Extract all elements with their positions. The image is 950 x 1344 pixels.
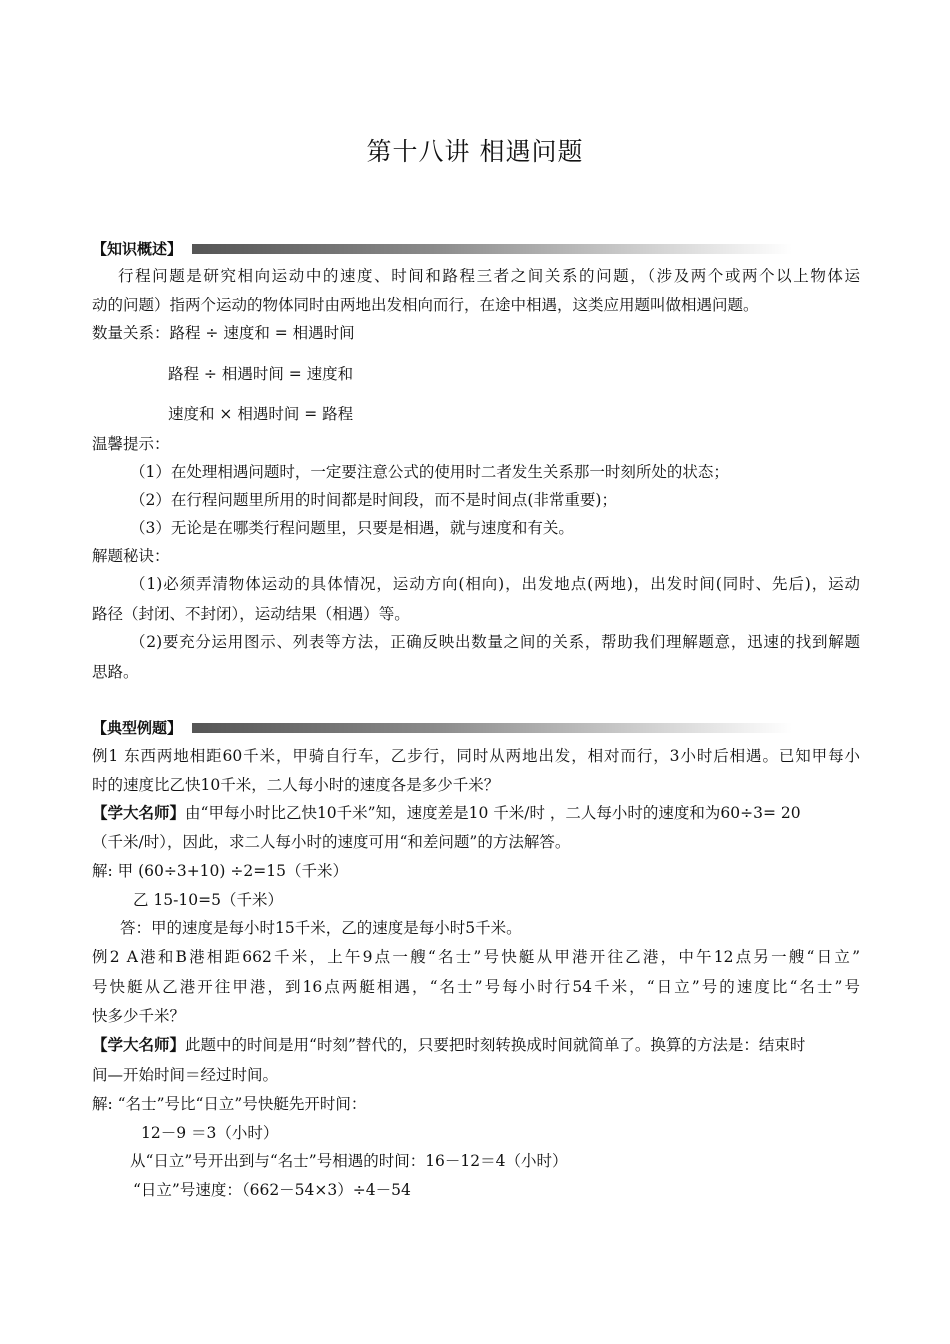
- section-header-overview: [92, 238, 712, 260]
- section-label: 【知识概述】: [92, 240, 183, 258]
- secret-item-line: 思路。: [92, 663, 139, 681]
- teacher-note-line: [92, 1035, 860, 1055]
- secret-item-line: （1)必须弄清物体运动的具体情况，运动方向(相向)，出发地点(两地)，出发时间(同时、先后)，运动: [130, 575, 860, 593]
- secret-title: 解题秘诀：: [92, 547, 170, 565]
- gradient-divider: [192, 723, 792, 733]
- example-text-line: 例1 东西两地相距60千米，甲骑自行车，乙步行，同时从两地出发，相对而行，3小时后相遇。已知甲每小: [92, 747, 860, 765]
- tip-item: （3）无论是在哪类行程问题里，只要是相遇，就与速度和有关。: [130, 519, 574, 537]
- solution-line: 乙 15-10=5（千米）: [133, 891, 283, 909]
- example-text-line: 例2 A港和B港相距662千米，上午9点一艘“名士”号快艇从甲港开往乙港，中午12点另一艘“日立”: [92, 948, 860, 966]
- teacher-tag: 【学大名师】: [92, 804, 186, 822]
- formula-line: 速度和 × 相遇时间 = 路程: [168, 405, 354, 423]
- formula-line: 路程 ÷ 相遇时间 = 速度和: [168, 365, 354, 383]
- solution-line: 12－9 ＝3（小时）: [141, 1124, 279, 1142]
- example-text-line: 号快艇从乙港开往甲港，到16点两艇相遇，“名士”号每小时行54千米，“日立”号的速度比“名士”号: [92, 978, 860, 996]
- solution-line: 解: “名士”号比“日立”号快艇先开时间：: [92, 1095, 367, 1113]
- teacher-note-text: 此题中的时间是用“时刻”替代的，只要把时刻转换成时间就简单了。换算的方法是：结束时: [185, 1036, 806, 1054]
- section-label: 【典型例题】: [92, 719, 183, 737]
- page-title: 第十八讲 相遇问题: [366, 137, 584, 166]
- formula-line: 数量关系：路程 ÷ 速度和 = 相遇时间: [92, 324, 355, 342]
- overview-paragraph-line: 动的问题）指两个运动的物体同时由两地出发相向而行，在途中相遇，这类应用题叫做相遇问题。: [92, 296, 759, 314]
- tip-item: （2）在行程问题里所用的时间都是时间段，而不是时间点(非常重要)；: [130, 491, 617, 509]
- teacher-note-line: [92, 803, 860, 823]
- solution-line: “日立”号速度：（662－54×3）÷4－54: [133, 1181, 411, 1199]
- teacher-note-line: （千米/时），因此，求二人每小时的速度可用“和差问题”的方法解答。: [92, 833, 571, 851]
- section-header-examples: [92, 717, 712, 739]
- gradient-divider: [192, 244, 792, 254]
- answer-line: 答：甲的速度是每小时15千米，乙的速度是每小时5千米。: [120, 919, 522, 937]
- example-text-line: 时的速度比乙快10千米，二人每小时的速度各是多少千米？: [92, 776, 500, 794]
- secret-item-line: （2)要充分运用图示、列表等方法，正确反映出数量之间的关系，帮助我们理解题意，迅速的找到解题: [130, 633, 860, 651]
- tips-title: 温馨提示：: [92, 435, 170, 453]
- example-text-line: 快多少千米？: [92, 1007, 186, 1025]
- overview-paragraph-line: 行程问题是研究相向运动中的速度、时间和路程三者之间关系的问题，（涉及两个或两个以上物体运: [118, 267, 860, 285]
- secret-item-line: 路径（封闭、不封闭），运动结果（相遇）等。: [92, 605, 410, 623]
- teacher-note-text: 由“甲每小时比乙快10千米”知，速度差是10 千米/时 ，二人每小时的速度和为60÷3= 20: [185, 804, 801, 822]
- tip-item: （1）在处理相遇问题时，一定要注意公式的使用时二者发生关系那一时刻所处的状态；: [130, 463, 729, 481]
- teacher-note-line: 间—开始时间＝经过时间。: [92, 1066, 279, 1084]
- teacher-tag: 【学大名师】: [92, 1036, 186, 1054]
- solution-line: 解: 甲 (60÷3+10) ÷2=15（千米）: [92, 862, 348, 880]
- solution-line: 从“日立”号开出到与“名士”号相遇的时间：16－12＝4（小时）: [130, 1152, 568, 1170]
